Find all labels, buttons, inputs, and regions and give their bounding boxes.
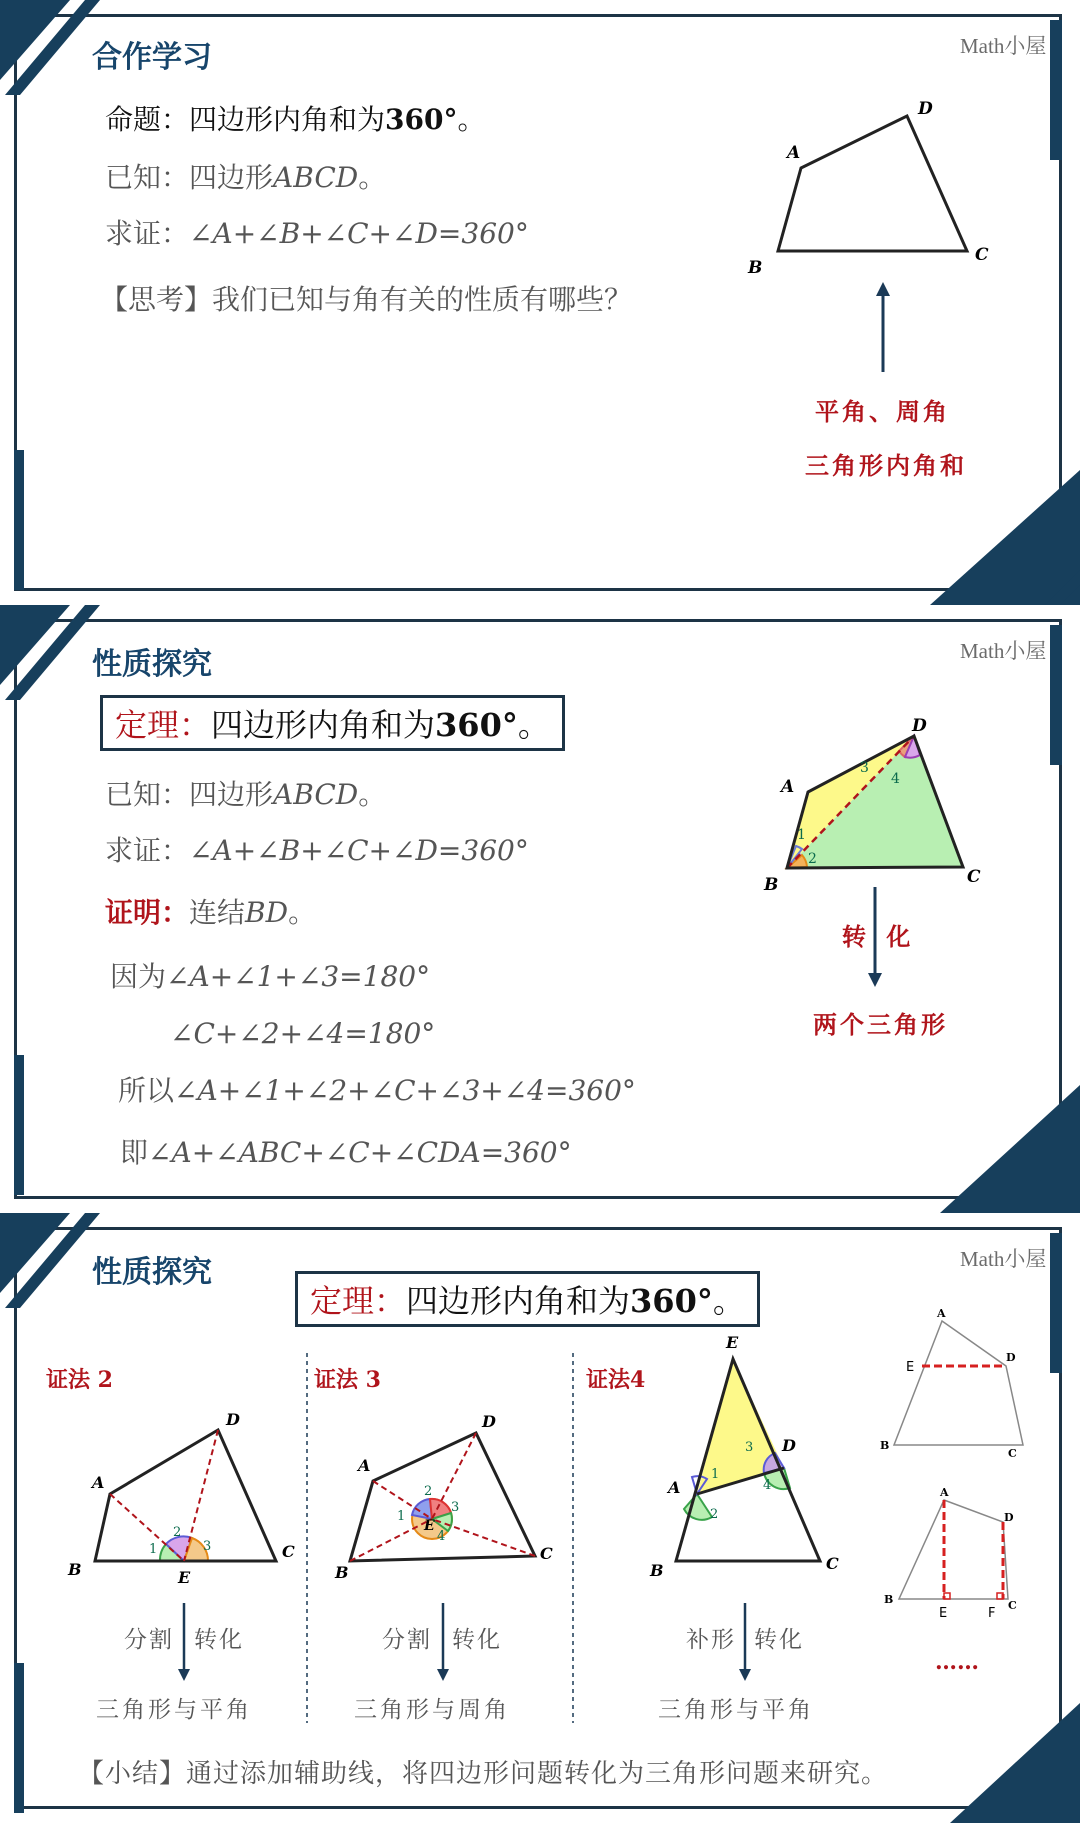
s2-vertex-c: C	[1008, 1599, 1017, 1612]
s2-vertex-d: D	[1004, 1511, 1014, 1524]
m4-vertex-a: A	[668, 1478, 681, 1497]
step3-expression: ∠A+∠1+∠2+∠C+∠3+∠4=360°	[174, 1074, 636, 1107]
to-prove-label: 求证：	[105, 217, 190, 250]
given-label: 已知：	[105, 161, 190, 194]
s1-vertex-d: D	[1006, 1351, 1016, 1364]
vertex-c-label: C	[967, 867, 981, 887]
m2-vertex-b: B	[68, 1560, 82, 1579]
proposition-label: 命题：	[105, 103, 190, 136]
m4-vertex-d: D	[782, 1436, 796, 1455]
vertex-b-label: B	[748, 258, 763, 278]
m3-vertex-e: E	[424, 1518, 435, 1534]
m2-vertex-c: C	[282, 1542, 295, 1561]
proposition-number: 360°	[385, 103, 458, 136]
s2-vertex-e: E	[939, 1606, 948, 1621]
method-2-left-label: 分割	[124, 1627, 174, 1653]
angle-2-label: 2	[808, 851, 817, 867]
brand-watermark: Math小屋	[960, 34, 1047, 58]
m2-angle-1: 1	[149, 1542, 158, 1557]
transform-label: 转 化	[842, 922, 917, 951]
proof-label: 证明：	[105, 896, 190, 929]
method-2-figure	[67, 1410, 295, 1681]
s2-vertex-a: A	[940, 1486, 949, 1499]
theorem-end: 。	[517, 706, 550, 744]
method-4-left-label: 补形	[686, 1627, 736, 1653]
proof-method-figures	[0, 1213, 1080, 1823]
brand-watermark: Math小屋	[960, 639, 1047, 663]
m2-angle-2: 2	[173, 1525, 182, 1540]
slide-title: 性质探究	[92, 1255, 212, 1290]
quadrilateral-figure	[0, 0, 1080, 605]
theorem-label: 定理：	[115, 706, 212, 744]
slide-title: 合作学习	[92, 40, 212, 75]
s2-vertex-f: F	[988, 1606, 996, 1621]
theorem-text: 四边形内角和为	[211, 706, 436, 744]
more-methods-ellipsis: ……	[935, 1649, 979, 1675]
m4-vertex-c: C	[826, 1554, 839, 1573]
proposition-end: 。	[457, 103, 486, 136]
summary-text: 【小结】通过添加辅助线，将四边形问题转化为三角形问题来研究。	[78, 1759, 889, 1789]
theorem-number: 360°	[630, 1282, 713, 1320]
given-end: 。	[358, 778, 387, 811]
method-4-figure	[649, 1333, 839, 1681]
s1-vertex-e: E	[906, 1360, 915, 1375]
m4-vertex-b: B	[650, 1561, 664, 1580]
vertex-a-label: A	[781, 777, 795, 797]
to-prove-label: 求证：	[105, 834, 190, 867]
s2-vertex-b: B	[884, 1593, 894, 1606]
two-triangles-label: 两个三角形	[813, 1010, 948, 1039]
method-2-right-label: 转化	[194, 1627, 244, 1653]
hint-straight-angle: 平角、周角	[815, 397, 950, 426]
vertex-d-label: D	[912, 716, 927, 736]
m3-vertex-d: D	[482, 1412, 496, 1431]
m4-angle-3: 3	[745, 1440, 754, 1455]
theorem-label: 定理：	[310, 1282, 407, 1320]
method-3-result: 三角形与周角	[354, 1697, 510, 1723]
method-4-label: 证法4	[586, 1367, 646, 1393]
side-figure-1	[880, 1307, 1023, 1460]
brand-watermark: Math小屋	[960, 1247, 1047, 1271]
m2-vertex-a: A	[92, 1473, 105, 1492]
vertex-c-label: C	[975, 245, 989, 265]
side-figure-2	[884, 1486, 1017, 1621]
divided-quadrilateral-figure	[0, 605, 1080, 1213]
vertex-a-label: A	[787, 143, 801, 163]
angle-3-label: 3	[860, 760, 869, 776]
m3-vertex-b: B	[335, 1563, 349, 1582]
step3-prefix: 所以	[118, 1074, 175, 1107]
m3-vertex-a: A	[358, 1456, 371, 1475]
to-prove-expression: ∠A+∠B+∠C+∠D=360°	[189, 217, 529, 250]
theorem-end: 。	[712, 1282, 745, 1320]
theorem-number: 360°	[435, 706, 518, 744]
m3-angle-2: 2	[424, 1484, 433, 1499]
method-4-result: 三角形与平角	[658, 1697, 814, 1723]
slide-cooperative-learning	[0, 0, 1080, 605]
vertex-d-label: D	[918, 99, 933, 119]
angle-1-label: 1	[797, 827, 806, 843]
given-name: ABCD	[273, 778, 359, 811]
proof-name: BD	[245, 896, 289, 929]
method-4-right-label: 转化	[754, 1627, 804, 1653]
method-2-result: 三角形与平角	[96, 1697, 252, 1723]
proposition-text: 四边形内角和为	[189, 103, 386, 136]
m4-angle-4: 4	[763, 1478, 772, 1493]
s1-vertex-c: C	[1008, 1447, 1017, 1460]
method-3-left-label: 分割	[382, 1627, 432, 1653]
step4-prefix: 即	[120, 1136, 149, 1169]
method-2-label: 证法 2	[46, 1367, 113, 1393]
method-3-figure	[334, 1412, 553, 1681]
vertex-b-label: B	[764, 875, 779, 895]
given-label: 已知：	[105, 778, 190, 811]
to-prove-expression: ∠A+∠B+∠C+∠D=360°	[189, 834, 529, 867]
m4-angle-1: 1	[711, 1467, 720, 1482]
m2-angle-3: 3	[203, 1539, 212, 1554]
slide-title: 性质探究	[92, 647, 212, 682]
hint-triangle-sum: 三角形内角和	[805, 451, 967, 480]
m2-vertex-d: D	[226, 1410, 240, 1429]
m2-vertex-e: E	[178, 1568, 191, 1587]
step1-prefix: 因为	[110, 960, 167, 993]
m3-angle-1: 1	[397, 1509, 406, 1524]
m4-vertex-e: E	[726, 1333, 739, 1352]
m3-angle-4: 4	[437, 1529, 446, 1544]
given-text: 四边形	[189, 778, 274, 811]
step4-expression: ∠A+∠ABC+∠C+∠CDA=360°	[148, 1136, 572, 1169]
up-arrow-icon	[876, 282, 890, 372]
given-end: 。	[358, 161, 387, 194]
theorem-text: 四边形内角和为	[406, 1282, 631, 1320]
proof-text: 连结	[189, 896, 246, 929]
slide-alternate-proofs	[0, 1213, 1080, 1823]
step1-expression: ∠A+∠1+∠3=180°	[166, 960, 431, 993]
given-text: 四边形	[189, 161, 274, 194]
s1-vertex-a: A	[937, 1307, 946, 1320]
think-question: 【思考】我们已知与角有关的性质有哪些？	[100, 283, 633, 316]
method-3-label: 证法 3	[314, 1367, 381, 1393]
proof-end: 。	[288, 896, 317, 929]
m3-vertex-c: C	[540, 1544, 553, 1563]
s1-vertex-b: B	[880, 1439, 890, 1452]
proof-step-2: ∠C+∠2+∠4=180°	[170, 1017, 436, 1050]
angle-4-label: 4	[891, 771, 900, 787]
given-name: ABCD	[273, 161, 359, 194]
method-3-right-label: 转化	[452, 1627, 502, 1653]
slide-property-proof	[0, 605, 1080, 1213]
m3-angle-3: 3	[451, 1500, 460, 1515]
m4-angle-2: 2	[710, 1507, 719, 1522]
